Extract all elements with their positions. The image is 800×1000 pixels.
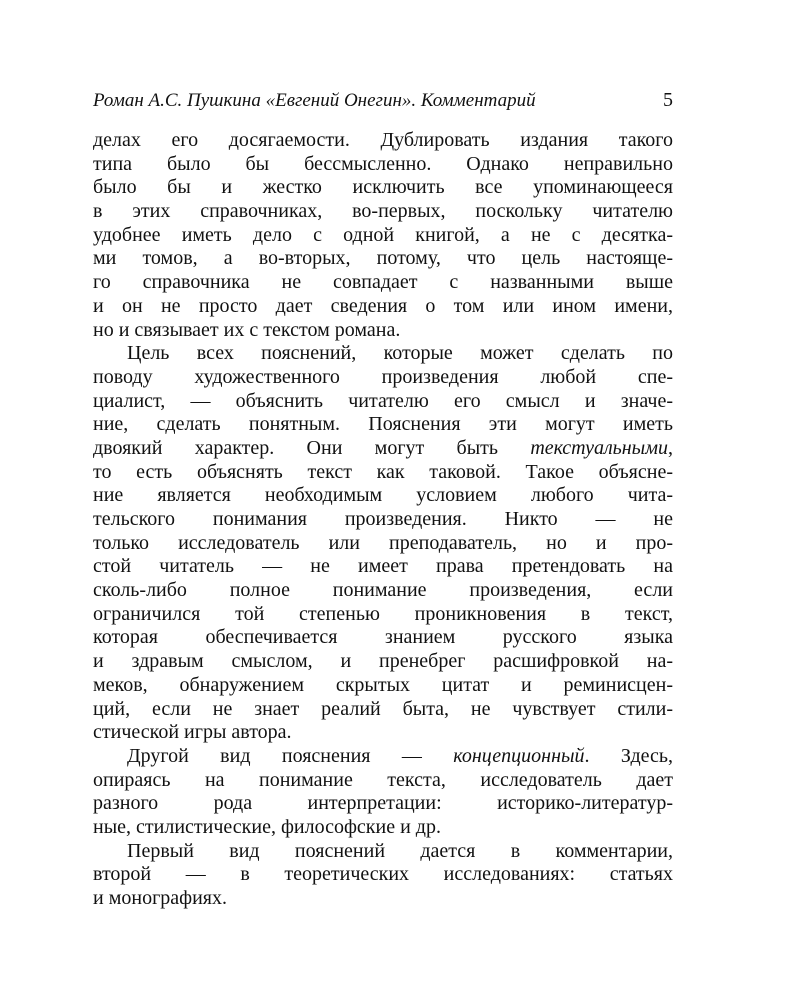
running-title: Роман А.С. Пушкина «Евгений Онегин». Комментарий xyxy=(93,90,536,111)
text-line: но и связывает их с текстом романа. xyxy=(93,318,401,341)
text-run: , xyxy=(668,436,673,459)
text-line: было бы и жестко исключить все упоминающееся xyxy=(93,176,673,199)
italic-term: текстуальными xyxy=(530,436,668,459)
text-line: стической игры автора. xyxy=(93,721,292,744)
text-line: стой читатель — не имеет права претендовать на xyxy=(93,555,673,578)
text-run: двоякий характер. Они могут быть xyxy=(93,436,531,459)
text-line: ние является необходимым условием любого чита- xyxy=(93,484,673,507)
text-line: Первый вид пояснений дается в комментарии, xyxy=(127,839,673,862)
text-line: ние, сделать понятным. Пояснения эти могут иметь xyxy=(93,413,673,436)
text-line: ций, если не знает реалий быта, не чувствует стили- xyxy=(93,697,673,720)
text-line: типа было бы бессмысленно. Однако неправильно xyxy=(93,152,673,175)
text-line: циалист, — объяснить читателю его смысл и значе- xyxy=(93,389,673,412)
text-line: в этих справочниках, во-первых, поскольку читателю xyxy=(93,200,673,223)
text-run: . Здесь, xyxy=(584,744,673,767)
text-line: ные, стилистические, философские и др. xyxy=(93,815,441,838)
text-line: второй — в теоретических исследованиях: статьях xyxy=(93,863,673,886)
running-header xyxy=(93,88,673,113)
text-line: разного рода интерпретации: историко-литератур- xyxy=(93,792,673,815)
text-line: только исследователь или преподаватель, но и про- xyxy=(93,531,673,554)
text-run: Другой вид пояснения — xyxy=(127,744,454,767)
text-line xyxy=(93,745,673,769)
text-line xyxy=(93,437,673,461)
text-line: и здравым смыслом, и пренебрег расшифровкой на- xyxy=(93,650,673,673)
text-line: сколь-либо полное понимание произведения, если xyxy=(93,579,673,602)
book-page xyxy=(93,88,673,911)
text-line: удобнее иметь дело с одной книгой, а не с десятка- xyxy=(93,223,673,246)
text-line: и он не просто дает сведения о том или ином имени, xyxy=(93,294,673,317)
text-line: поводу художественного произведения любой спе- xyxy=(93,365,673,388)
text-line: опираясь на понимание текста, исследователь дает xyxy=(93,768,673,791)
text-line: го справочника не совпадает с названными выше xyxy=(93,271,673,294)
text-line: то есть объяснять текст как таковой. Такое объясне- xyxy=(93,460,673,483)
text-line: ограничился той степенью проникновения в текст, xyxy=(93,602,673,625)
page-number: 5 xyxy=(663,89,673,111)
text-line: Цель всех пояснений, которые может сделать по xyxy=(127,342,673,365)
text-line: меков, обнаружением скрытых цитат и реминисцен- xyxy=(93,673,673,696)
text-line: ми томов, а во-вторых, потому, что цель настояще- xyxy=(93,247,673,270)
text-line: которая обеспечивается знанием русского языка xyxy=(93,626,673,649)
text-line: тельского понимания произведения. Никто — не xyxy=(93,508,673,530)
italic-term: концепционный xyxy=(453,744,585,767)
text-line: и монографиях. xyxy=(93,887,228,909)
body-text xyxy=(93,129,673,911)
text-line: делах его досягаемости. Дублировать издания такого xyxy=(93,129,673,151)
